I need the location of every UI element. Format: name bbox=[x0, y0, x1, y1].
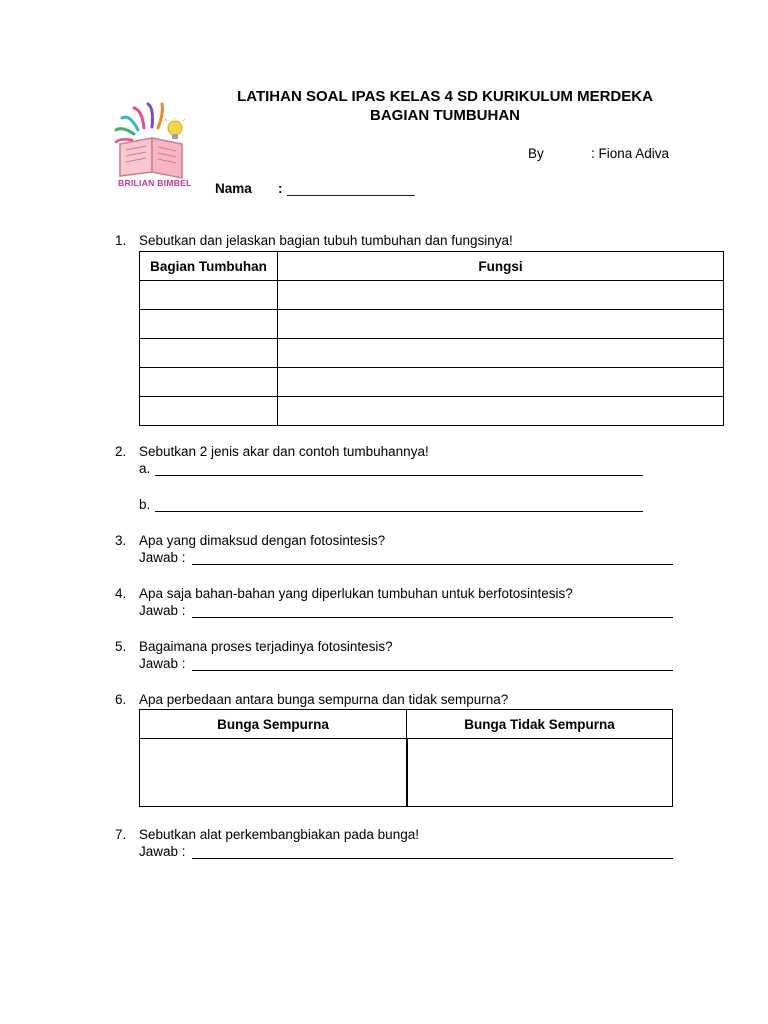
question-2-text: Sebutkan 2 jenis akar dan contoh tumbuhannya! bbox=[139, 444, 429, 459]
answer-cell[interactable] bbox=[278, 397, 724, 426]
question-4-text: Apa saja bahan-bahan yang diperlukan tumbuhan untuk berfotosintesis? bbox=[139, 586, 573, 601]
answer-label: Jawab : bbox=[139, 550, 186, 565]
table-header: Bunga Tidak Sempurna bbox=[407, 710, 673, 739]
answer-cell[interactable] bbox=[407, 739, 673, 807]
table-row bbox=[140, 739, 673, 807]
author-name: : Fiona Adiva bbox=[591, 146, 670, 161]
question-number: 6. bbox=[115, 692, 127, 707]
answer-line[interactable] bbox=[192, 858, 673, 859]
answer-cell[interactable] bbox=[140, 281, 278, 310]
by-label: By bbox=[528, 146, 544, 161]
lightbulb-icon bbox=[164, 118, 186, 144]
answer-line[interactable] bbox=[155, 511, 643, 512]
name-blank[interactable]: _________________ bbox=[287, 181, 415, 196]
question-number: 1. bbox=[115, 233, 127, 248]
question-1-text: Sebutkan dan jelaskan bagian tubuh tumbuhan dan fungsinya! bbox=[139, 233, 513, 248]
answer-cell[interactable] bbox=[278, 339, 724, 368]
question-3-text: Apa yang dimaksud dengan fotosintesis? bbox=[139, 533, 386, 548]
table-row bbox=[140, 397, 724, 426]
answer-cell[interactable] bbox=[278, 310, 724, 339]
answer-label: Jawab : bbox=[139, 844, 186, 859]
table-header: Fungsi bbox=[278, 252, 724, 281]
table-bunga bbox=[139, 709, 673, 807]
question-number: 5. bbox=[115, 639, 127, 654]
question-6-text: Apa perbedaan antara bunga sempurna dan tidak sempurna? bbox=[139, 692, 509, 707]
question-number: 7. bbox=[115, 827, 127, 842]
question-5-text: Bagaimana proses terjadinya fotosintesis? bbox=[139, 639, 393, 654]
question-number: 2. bbox=[115, 444, 127, 459]
logo-text: BRILIAN BIMBEL bbox=[118, 178, 192, 188]
logo bbox=[108, 100, 198, 198]
answer-cell[interactable] bbox=[140, 397, 278, 426]
table-row bbox=[140, 281, 724, 310]
option-b-label: b. bbox=[139, 497, 151, 512]
table-header: Bagian Tumbuhan bbox=[140, 252, 278, 281]
answer-label: Jawab : bbox=[139, 656, 186, 671]
question-number: 4. bbox=[115, 586, 127, 601]
table-row bbox=[140, 368, 724, 397]
answer-cell[interactable] bbox=[140, 368, 278, 397]
answer-cell[interactable] bbox=[278, 281, 724, 310]
table-row bbox=[140, 310, 724, 339]
table-bagian-tumbuhan bbox=[139, 251, 724, 426]
answer-cell[interactable] bbox=[140, 739, 407, 807]
answer-cell[interactable] bbox=[140, 339, 278, 368]
page-subtitle: BAGIAN TUMBUHAN bbox=[370, 107, 520, 124]
answer-cell[interactable] bbox=[278, 368, 724, 397]
answer-line[interactable] bbox=[192, 564, 673, 565]
answer-label: Jawab : bbox=[139, 603, 186, 618]
question-number: 3. bbox=[115, 533, 127, 548]
answer-line[interactable] bbox=[192, 617, 673, 618]
answer-line[interactable] bbox=[192, 670, 673, 671]
table-row bbox=[140, 339, 724, 368]
option-a-label: a. bbox=[139, 461, 151, 476]
answer-line[interactable] bbox=[155, 475, 643, 476]
name-colon: : bbox=[278, 181, 283, 196]
answer-cell[interactable] bbox=[140, 310, 278, 339]
question-7-text: Sebutkan alat perkembangbiakan pada bunga! bbox=[139, 827, 419, 842]
name-label: Nama bbox=[215, 181, 252, 196]
page-title: LATIHAN SOAL IPAS KELAS 4 SD KURIKULUM MERDEKA bbox=[237, 88, 653, 105]
table-header: Bunga Sempurna bbox=[140, 710, 407, 739]
